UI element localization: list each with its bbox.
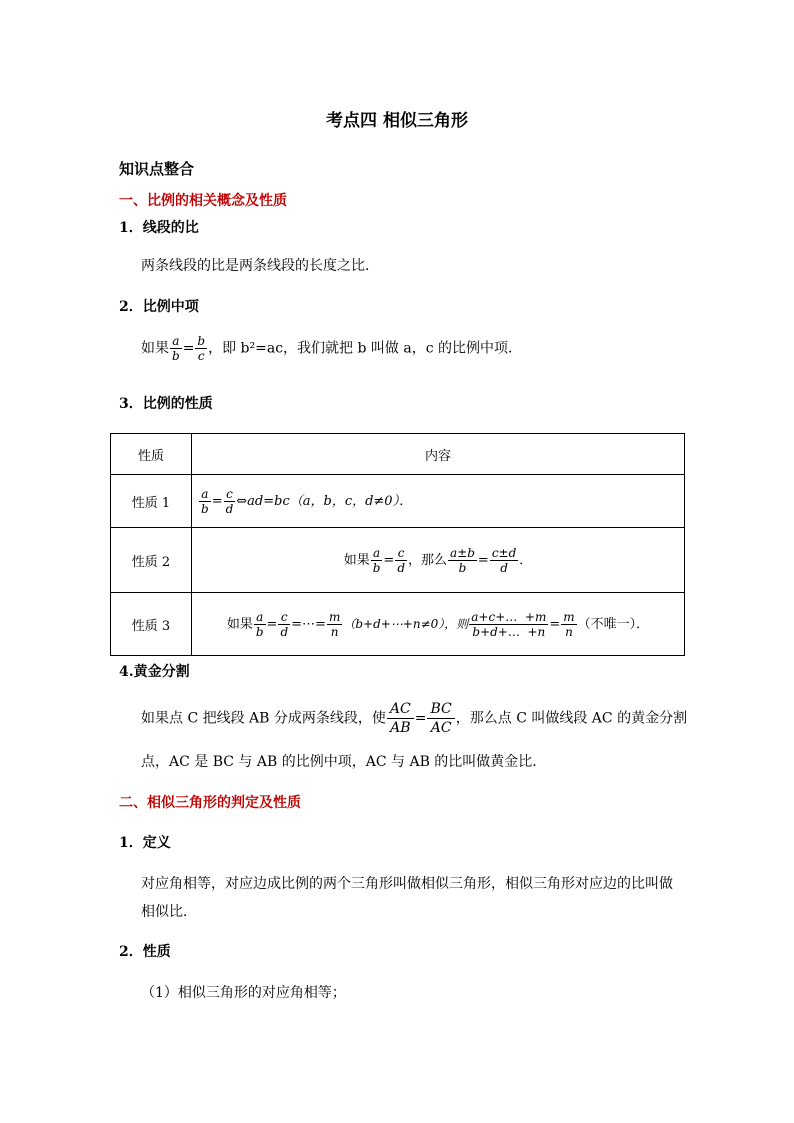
sub4-heading: 4.黄金分割: [119, 664, 190, 680]
sub2-text: [141, 334, 522, 363]
definition-heading: 1．定义: [119, 835, 171, 851]
equals-sign: =: [182, 340, 195, 357]
table-row: [111, 475, 685, 528]
golden-section-line2: 点，AC 是 BC 与 AB 的比例中项，AC 与 AB 的比叫做黄金比．: [141, 754, 547, 770]
page-title: 考点四 相似三角形: [326, 111, 468, 131]
properties-heading: 2．性质: [119, 944, 171, 960]
table-row: [111, 593, 685, 656]
section2-heading: 二、相似三角形的判定及性质: [119, 795, 301, 811]
golden-section-line1: 如果点 C 把线段 AB 分成两条线段，使 $\frac{AC}{AB}$ = $\frac{BC}{AC}$ ，那么点 C 叫做线段 AC 的黄金分割: [141, 701, 688, 736]
row-content: 如果 $\frac{a}{b}$ = $\frac{c}{d}$ ，那么 $\frac{a\pm b}{b}$ = $\frac{c\pm d}{d}$ ．: [192, 528, 685, 593]
table-header-content: 内容: [192, 434, 685, 475]
row-content: $\frac{a}{b}$ = $\frac{c}{d}$ ⇔ad=bc（a，b，c，d≠0）．: [192, 475, 685, 528]
sub2-heading: 2．比例中项: [119, 299, 199, 315]
fraction-b-c: $\frac{b}{c}$: [197, 334, 206, 363]
table-header-property: 性质: [111, 434, 192, 475]
properties-table: [110, 433, 685, 656]
row-property-name: 性质 2: [111, 528, 192, 593]
row-property-name: 性质 1: [111, 475, 192, 528]
sub1-text: 两条线段的比是两条线段的长度之比．: [141, 258, 379, 274]
table-row: [111, 528, 685, 593]
sub2-prefix: 如果: [141, 340, 169, 357]
intro-heading: 知识点整合: [119, 160, 195, 178]
section1-heading: 一、比例的相关概念及性质: [119, 193, 287, 209]
row-property-name: 性质 3: [111, 593, 192, 656]
sub3-heading: 3．比例的性质: [119, 396, 213, 412]
table-header-row: [111, 434, 685, 475]
row-content: 如果 $\frac{a}{b}$ = $\frac{c}{d}$ =⋯= $\frac{m}{n}$ （b+d+⋯+n≠0），则 $\frac{a+c+\dots +m}{b+d+\dots +n}$ = $\frac{m}{n}$ （不唯一）．: [192, 593, 685, 656]
sub2-mid: ，即 b²=ac，我们就把 b 叫做 a，c 的比例中项．: [208, 340, 523, 357]
definition-line1: 对应角相等，对应边成比例的两个三角形叫做相似三角形，相似三角形对应边的比叫做: [141, 876, 673, 892]
sub1-heading: 1．线段的比: [119, 220, 199, 236]
fraction-a-b: $\frac{a}{b}$: [172, 334, 180, 363]
definition-line2: 相似比．: [141, 904, 197, 920]
property-item-1: （1）相似三角形的对应角相等；: [141, 985, 346, 1001]
